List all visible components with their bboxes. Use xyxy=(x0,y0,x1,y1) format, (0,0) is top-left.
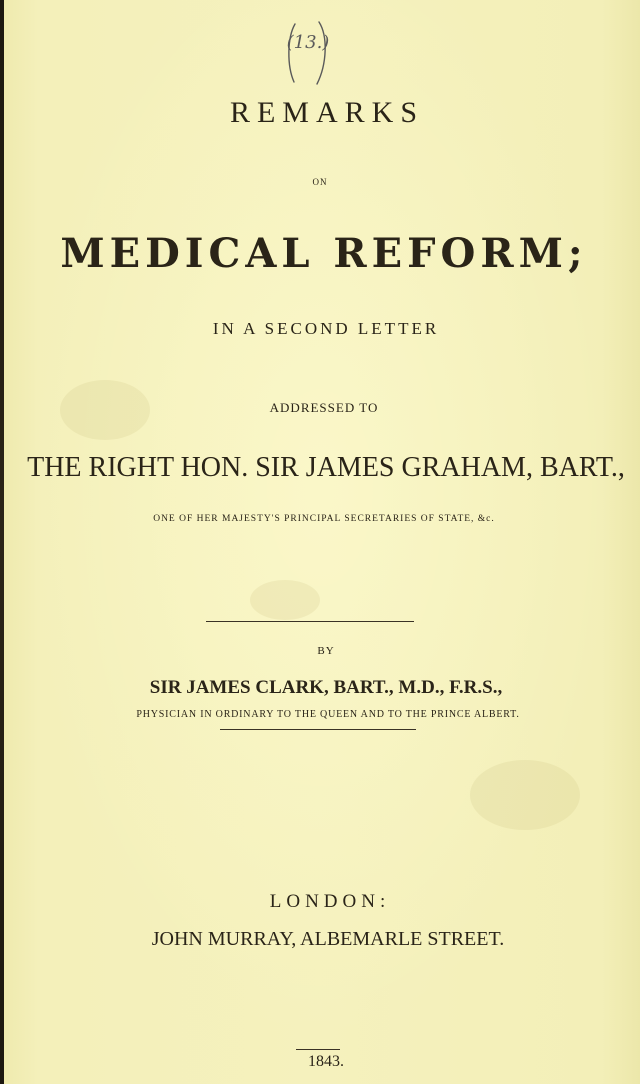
addressee: THE RIGHT HON. SIR JAMES GRAHAM, BART., xyxy=(27,452,625,483)
by-line: BY xyxy=(317,645,335,657)
divider-rule xyxy=(206,621,414,622)
addressee-description: ONE OF HER MAJESTY'S PRINCIPAL SECRETARIES OF STATE, &c. xyxy=(153,514,495,524)
paper-stain xyxy=(250,580,320,620)
author: SIR JAMES CLARK, BART., M.D., F.R.S., xyxy=(149,677,503,698)
paper-stain xyxy=(470,760,580,830)
divider-rule xyxy=(296,1049,340,1050)
pencil-annotation xyxy=(283,18,335,88)
subtitle: IN A SECOND LETTER xyxy=(212,319,440,338)
pencil-note-text: (13.) xyxy=(286,32,330,53)
author-description: PHYSICIAN IN ORDINARY TO THE QUEEN AND TO THE PRINCE ALBERT. xyxy=(136,709,520,720)
imprint-publisher: JOHN MURRAY, ALBEMARLE STREET. xyxy=(151,928,505,950)
imprint-place: LONDON: xyxy=(269,891,391,912)
connector-on: ON xyxy=(312,177,328,187)
divider-rule xyxy=(220,729,416,730)
heading-remarks: REMARKS xyxy=(229,96,425,129)
page-title: MEDICAL REFORM; xyxy=(60,230,588,277)
imprint-year: 1843. xyxy=(308,1053,344,1070)
page-binding-edge xyxy=(0,0,4,1084)
addressed-to: ADDRESSED TO xyxy=(269,400,379,415)
